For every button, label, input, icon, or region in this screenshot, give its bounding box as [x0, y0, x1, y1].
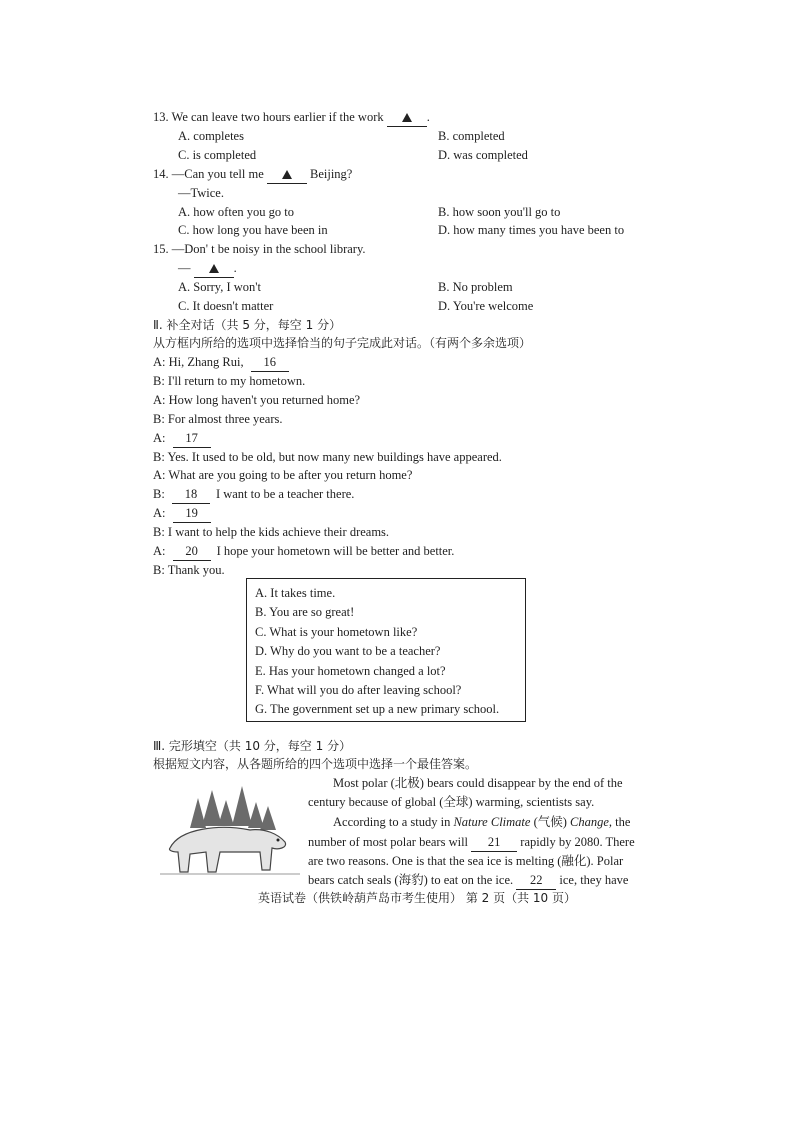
q15-blank [194, 259, 234, 278]
triangle-icon [209, 264, 219, 273]
dialogue-line: B: I want to help the kids achieve their dreams. [153, 525, 390, 540]
dialogue-line: A: How long haven't you returned home? [153, 392, 361, 407]
passage-line-1: Most polar (北极) bears could disappear by the end of the [333, 776, 623, 790]
passage-line-5: are two reasons. One is that the sea ice is melting (融化). Polar [308, 854, 624, 868]
section2-heading: Ⅱ. 补全对话（共 5 分，每空 1 分） [153, 318, 342, 332]
blank-21: 21 [471, 833, 517, 852]
q13-stem: 13. We can leave two hours earlier if the work . [153, 108, 430, 127]
dialogue-line: A: 20 I hope your hometown will be better and better. [153, 542, 454, 561]
passage-line-6: bears catch seals (海豹) to eat on the ice. 22 ice, they have [308, 871, 628, 890]
passage-line-4: number of most polar bears will 21 rapidly by 2080. There [308, 833, 635, 852]
q14-stem: 14. —Can you tell me Beijing? [153, 165, 352, 184]
section2-instruction: 从方框内所给的选项中选择恰当的句子完成此对话。（有两个多余选项） [153, 336, 532, 350]
box-option: D. Why do you want to be a teacher? [255, 644, 441, 659]
box-option: A. It takes time. [255, 586, 336, 600]
q13-option-c: C. is completed [178, 148, 257, 162]
options-box [246, 578, 526, 722]
triangle-icon [402, 113, 412, 122]
page-footer: 英语试卷（供铁岭葫芦岛市考生使用） 第 2 页（共 10 页） [258, 891, 576, 905]
box-option: G. The government set up a new primary school. [255, 702, 500, 717]
triangle-icon [282, 170, 292, 179]
dialogue-line: B: Thank you. [153, 562, 225, 577]
q13-option-a: A. completes [178, 129, 244, 143]
q15-option-d: D. You're welcome [438, 299, 534, 313]
section3-heading: Ⅲ. 完形填空（共 10 分，每空 1 分） [153, 739, 352, 753]
box-option: B. You are so great! [255, 605, 355, 620]
dialogue-line: B: I'll return to my hometown. [153, 373, 306, 388]
q14-option-b: B. how soon you'll go to [438, 205, 561, 219]
dialogue-line: B: For almost three years. [153, 411, 283, 426]
q15-option-b: B. No problem [438, 280, 513, 294]
box-option: F. What will you do after leaving school? [255, 683, 462, 697]
dialogue-line: A: Hi, Zhang Rui, 16 [153, 353, 295, 372]
q13-blank [387, 108, 427, 127]
dialogue-blank: 17 [173, 429, 211, 448]
q15-option-c: C. It doesn't matter [178, 299, 274, 313]
dialogue-line: B: Yes. It used to be old, but now many new buildings have appeared. [153, 449, 502, 464]
dialogue-blank: 16 [251, 353, 289, 372]
dialogue-blank: 20 [173, 542, 211, 561]
q14-reply: —Twice. [178, 186, 224, 200]
q14-option-c: C. how long you have been in [178, 223, 328, 237]
dialogue-line: A: What are you going to be after you return home? [153, 468, 413, 483]
q13-option-d: D. was completed [438, 148, 528, 162]
dialogue-line: A: 19 [153, 504, 217, 523]
box-option: C. What is your hometown like? [255, 624, 418, 639]
q15-option-a: A. Sorry, I won't [178, 280, 262, 294]
q14-option-a: A. how often you go to [178, 205, 294, 219]
q13-option-b: B. completed [438, 129, 505, 143]
q15-stem: 15. —Don' t be noisy in the school library. [153, 242, 366, 256]
dialogue-blank: 19 [173, 504, 211, 523]
passage-line-2: century because of global (全球) warming, scientists say. [308, 795, 595, 809]
dialogue-line: A: 17 [153, 429, 217, 448]
blank-22: 22 [516, 871, 556, 890]
box-option: E. Has your hometown changed a lot? [255, 663, 446, 678]
dialogue-blank: 18 [172, 485, 210, 504]
polar-bear-illustration [160, 778, 300, 878]
q14-blank [267, 165, 307, 184]
section3-instruction: 根据短文内容，从各题所给的四个选项中选择一个最佳答案。 [153, 757, 478, 771]
dialogue-line: B: 18 I want to be a teacher there. [153, 485, 354, 504]
q14-option-d: D. how many times you have been to [438, 223, 625, 237]
q15-reply: — . [178, 259, 237, 278]
passage-line-3: According to a study in Nature Climate (气候) Change, the [333, 815, 631, 829]
